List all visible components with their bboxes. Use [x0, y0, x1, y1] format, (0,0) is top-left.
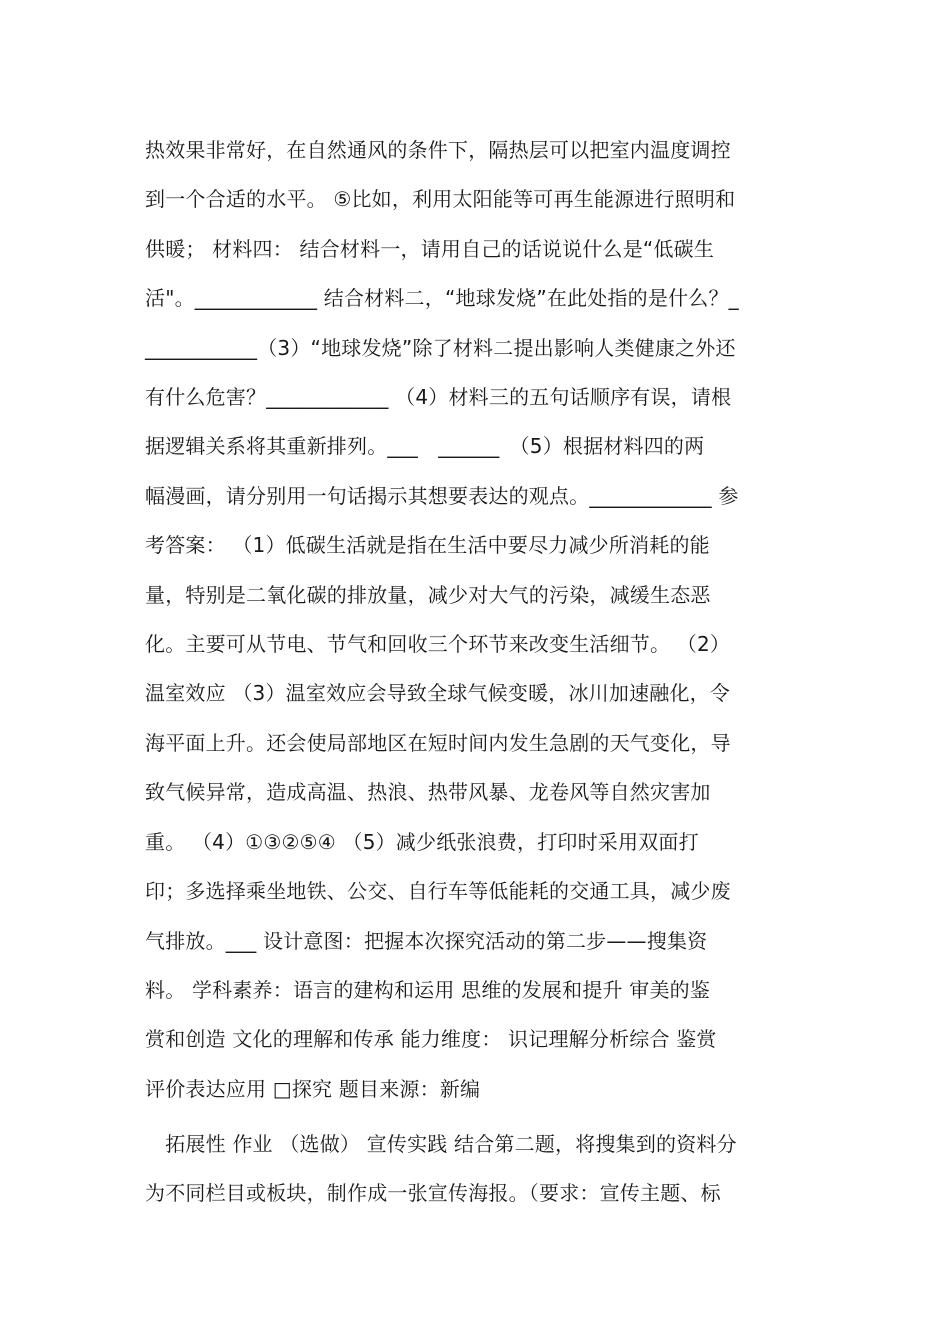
text-line: 供暖； 材料四： 结合材料一，请用自己的话说说什么是“低碳生: [145, 236, 715, 261]
text-line: 海平面上升。还会使局部地区在短时间内发生急剧的天气变化，导: [145, 730, 731, 755]
text-line: 料。 学科素养：语言的建构和运用 思维的发展和提升 审美的鉴: [145, 977, 711, 1002]
text-line: 幅漫画，请分别用一句话揭示其想要表达的观点。____________ 参: [145, 483, 739, 508]
text-line: 重。 （4）①③②⑤④ （5）减少纸张浪费，打印时采用双面打: [145, 829, 699, 854]
text-line: 印；多选择乘坐地铁、公交、自行车等低能耗的交通工具，减少废: [145, 879, 731, 904]
text-line: 热效果非常好，在自然通风的条件下，隔热层可以把室内温度调控: [145, 138, 731, 162]
text-line: 为不同栏目或板块，制作成一张宣传海报。（要求：宣传主题、标: [145, 1181, 721, 1206]
text-line: 致气候异常，造成高温、热浪、热带风暴、龙卷风等自然灾害加: [145, 780, 711, 805]
text-line: 温室效应 （3）温室效应会导致全球气候变暖，冰川加速融化，令: [145, 681, 731, 706]
text-line: 评价表达应用 □探究 题目来源：新编: [145, 1076, 481, 1101]
text-line: 气排放。___ 设计意图：把握本次探究活动的第二步——搜集资: [145, 928, 708, 953]
text-line: 活"。____________ 结合材料二，“地球发烧”在此处指的是什么？_: [145, 286, 739, 311]
extension-paragraph: [145, 1120, 807, 1219]
text-line: 到一个合适的水平。 ⑤比如，利用太阳能等可再生能源进行照明和: [145, 187, 736, 212]
answer-paragraph: [145, 126, 807, 1114]
text-line: 据逻辑关系将其重新排列。___ ______ （5）根据材料四的两: [145, 434, 705, 459]
text-line: 赏和创造 文化的理解和传承 能力维度： 识记理解分析综合 鉴赏: [145, 1027, 717, 1052]
text-line: 有什么危害？____________ （4）材料三的五句话顺序有误，请根: [145, 385, 732, 410]
text-line: 拓展性 作业 （选做） 宣传实践 结合第二题，将搜集到的资料分: [145, 1132, 737, 1156]
text-line: 化。主要可从节电、节气和回收三个环节来改变生活细节。 （2）: [145, 632, 731, 657]
text-line: 考答案： （1）低碳生活就是指在生活中要尽力减少所消耗的能: [145, 533, 710, 558]
text-line: ___________（3）“地球发烧”除了材料二提出影响人类健康之外还: [145, 335, 736, 360]
text-line: 量，特别是二氧化碳的排放量，减少对大气的污染，减缓生态恶: [145, 582, 711, 607]
